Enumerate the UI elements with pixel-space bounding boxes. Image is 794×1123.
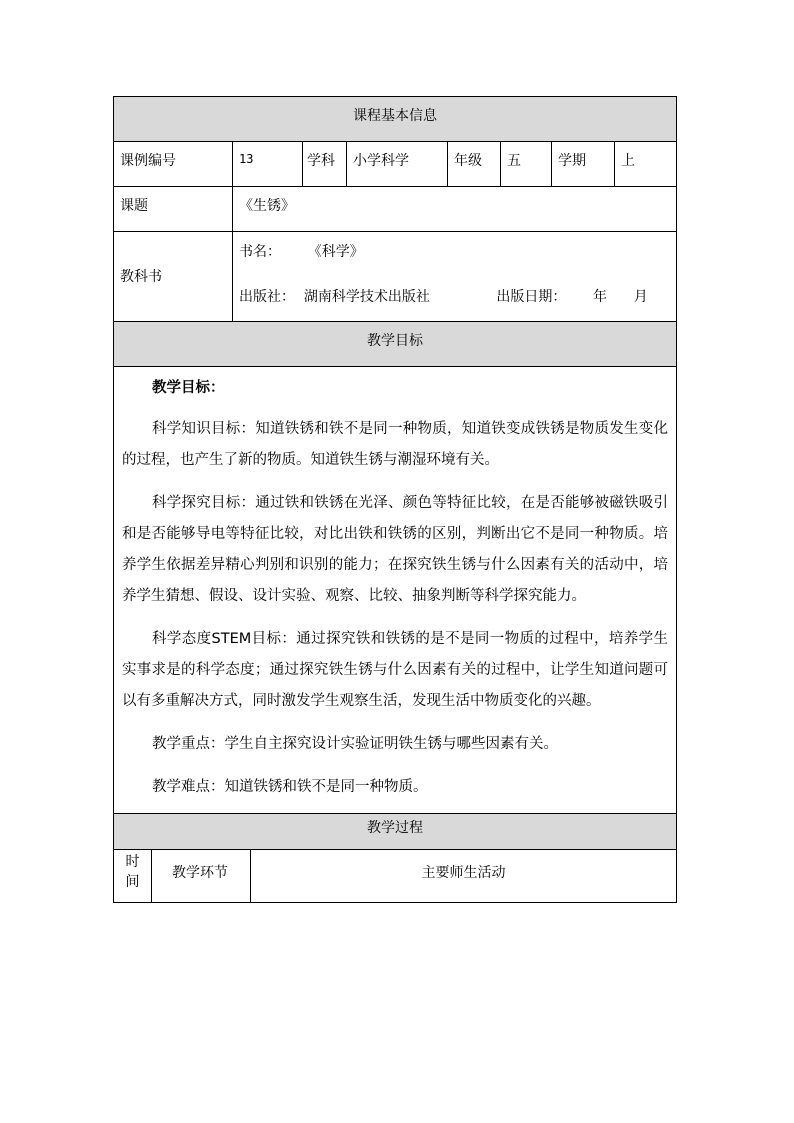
topic-value: 《生锈》 bbox=[239, 198, 295, 214]
publish-date: 出版日期： 年 月 bbox=[496, 289, 648, 305]
case-number-value: 13 bbox=[233, 142, 303, 186]
time-label-2: 间 bbox=[125, 874, 140, 890]
process-title: 教学过程 bbox=[367, 820, 423, 836]
stage-column-header: 教学环节 bbox=[152, 850, 251, 902]
basic-info-title: 课程基本信息 bbox=[353, 108, 437, 124]
grade-label: 年级 bbox=[448, 142, 501, 186]
textbook-info bbox=[233, 232, 676, 321]
key-point: 教学重点：学生自主探究设计实验证明铁生锈与哪些因素有关。 bbox=[152, 736, 558, 752]
inquiry-objective: 科学探究目标：通过铁和铁锈在光泽、颜色等特征比较，在是否能够被磁铁吸引和是否能够导电等特征比较，对比出铁和铁锈的区别，判断出它不是同一种物质。培养学生依据差异精心判别和识别的能力；在探究铁生锈与什么因素有关的活动中，培养学生猜想、假设、设计实验、观察、比较、抽象判断等科学探究能力。 bbox=[122, 495, 668, 604]
term-value: 上 bbox=[621, 153, 635, 169]
time-column-header bbox=[114, 850, 152, 902]
book-name: 书名： 《科学》 bbox=[239, 244, 364, 260]
subject-label: 学科 bbox=[303, 142, 347, 186]
knowledge-objective: 科学知识目标：知道铁锈和铁不是同一种物质，知道铁变成铁锈是物质发生变化的过程，也产生了新的物质。知道铁生锈与潮湿环境有关。 bbox=[122, 421, 668, 468]
objectives-content bbox=[113, 366, 677, 813]
objectives-title: 教学目标 bbox=[367, 333, 423, 349]
publisher: 出版社： 湖南科学技术出版社 bbox=[239, 289, 430, 305]
objectives-heading: 教学目标： bbox=[152, 380, 225, 396]
case-number-label: 课例编号 bbox=[114, 142, 233, 186]
objectives-header bbox=[113, 321, 677, 366]
subject-value: 小学科学 bbox=[347, 142, 448, 186]
term-label: 学期 bbox=[552, 142, 615, 186]
course-info-row bbox=[113, 141, 677, 186]
topic-label: 课题 bbox=[114, 187, 233, 231]
process-columns bbox=[113, 849, 677, 903]
textbook-label: 教科书 bbox=[114, 232, 233, 321]
lesson-plan-table bbox=[113, 96, 677, 903]
basic-info-header bbox=[113, 96, 677, 141]
textbook-row bbox=[113, 231, 677, 321]
grade-value: 五 bbox=[501, 142, 552, 186]
process-header bbox=[113, 813, 677, 849]
activity-column-header: 主要师生活动 bbox=[421, 865, 506, 881]
attitude-objective: 科学态度STEM目标：通过探究铁和铁锈的是不是同一物质的过程中，培养学生实事求是的科学态度；通过探究铁生锈与什么因素有关的过程中，让学生知道问题可以有多重解决方式，同时激发学生观察生活，发现生活中物质变化的兴趣。 bbox=[122, 631, 668, 709]
publisher-line bbox=[239, 286, 648, 306]
difficulty-point: 教学难点：知道铁锈和铁不是同一种物质。 bbox=[152, 779, 428, 795]
time-label-1: 时 bbox=[125, 854, 140, 870]
topic-row bbox=[113, 186, 677, 231]
